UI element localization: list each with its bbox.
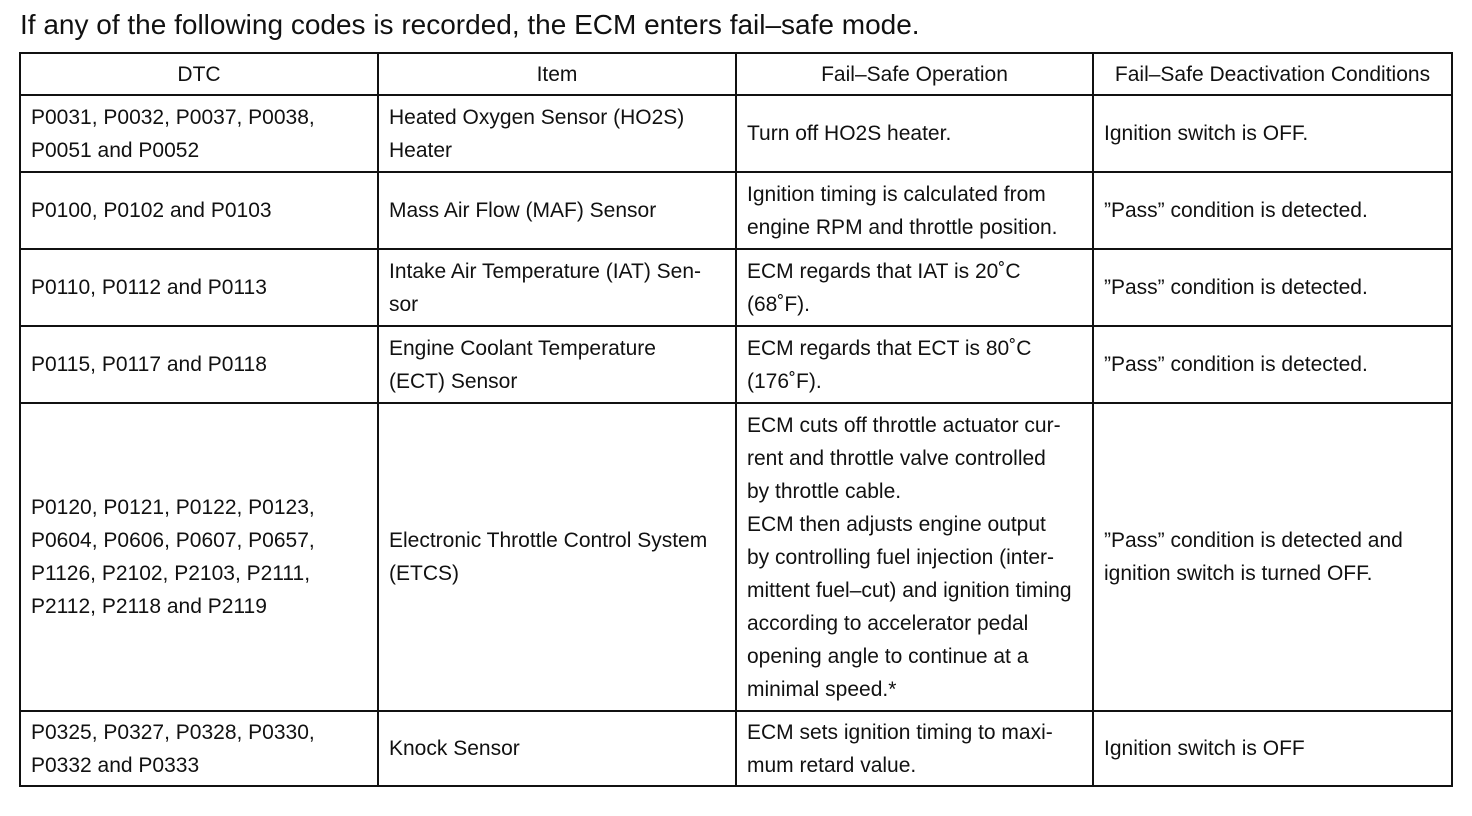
cell-dtc — [20, 711, 378, 786]
cell-fail-safe-operation-line: mum retard value. — [747, 753, 917, 777]
cell-item — [378, 172, 736, 249]
cell-deactivation-conditions — [1093, 326, 1452, 403]
cell-fail-safe-operation — [736, 95, 1093, 172]
cell-item-line: Knock Sensor — [389, 737, 520, 760]
cell-dtc — [20, 326, 378, 403]
cell-fail-safe-operation-line: Ignition timing is calculated from — [747, 182, 1046, 206]
cell-fail-safe-operation-line: according to accelerator pedal — [747, 611, 1029, 635]
cell-item-line: (ECT) Sensor — [389, 369, 518, 393]
cell-dtc-line: P0332 and P0333 — [31, 753, 200, 777]
cell-fail-safe-operation — [736, 711, 1093, 786]
cell-item-line: Heated Oxygen Sensor (HO2S) — [389, 105, 685, 129]
cell-fail-safe-operation-line: opening angle to continue at a — [747, 644, 1029, 668]
table-row — [20, 403, 1452, 711]
cell-deactivation-conditions-line: Ignition switch is OFF — [1104, 737, 1305, 760]
cell-item — [378, 326, 736, 403]
cell-item-line: Intake Air Temperature (IAT) Sen- — [389, 259, 702, 283]
table-body — [20, 95, 1452, 786]
cell-fail-safe-operation-line: ECM regards that ECT is 80˚C — [747, 336, 1032, 360]
header-item: Item — [378, 53, 736, 95]
cell-fail-safe-operation — [736, 172, 1093, 249]
cell-fail-safe-operation — [736, 403, 1093, 711]
cell-dtc-line: P0110, P0112 and P0113 — [31, 276, 267, 299]
cell-item-line: Heater — [389, 138, 453, 162]
table-row — [20, 95, 1452, 172]
cell-dtc-line: P2112, P2118 and P2119 — [31, 595, 267, 618]
cell-deactivation-conditions — [1093, 403, 1452, 711]
cell-deactivation-conditions — [1093, 172, 1452, 249]
cell-fail-safe-operation-line: ECM sets ignition timing to maxi- — [747, 720, 1053, 744]
cell-deactivation-conditions-line: ”Pass” condition is detected. — [1104, 276, 1368, 299]
cell-fail-safe-operation — [736, 326, 1093, 403]
cell-dtc-line: P0604, P0606, P0607, P0657, — [31, 529, 315, 552]
cell-deactivation-conditions-line: ignition switch is turned OFF. — [1104, 562, 1373, 585]
cell-fail-safe-operation-line: mittent fuel–cut) and ignition timing — [747, 578, 1072, 602]
cell-item — [378, 403, 736, 711]
cell-item-line: (ETCS) — [389, 562, 459, 585]
header-dtc: DTC — [20, 53, 378, 95]
cell-dtc-line: P1126, P2102, P2103, P2111, — [31, 562, 311, 585]
cell-fail-safe-operation-line: by controlling fuel injection (inter- — [747, 545, 1054, 569]
cell-fail-safe-operation-line: (68˚F). — [747, 292, 810, 316]
cell-fail-safe-operation-line: ECM regards that IAT is 20˚C — [747, 259, 1021, 283]
cell-dtc-line: P0115, P0117 and P0118 — [31, 353, 267, 376]
table-row — [20, 711, 1452, 786]
cell-deactivation-conditions-line: Ignition switch is OFF. — [1104, 122, 1309, 145]
cell-deactivation-conditions — [1093, 95, 1452, 172]
cell-item-line: Mass Air Flow (MAF) Sensor — [389, 199, 657, 222]
table-row — [20, 249, 1452, 326]
intro-sentence: If any of the following codes is recorded, the ECM enters fail–safe mode. — [20, 9, 920, 40]
cell-dtc — [20, 403, 378, 711]
cell-item — [378, 249, 736, 326]
table-header-row — [20, 53, 1452, 95]
cell-deactivation-conditions-line: ”Pass” condition is detected. — [1104, 353, 1368, 376]
cell-fail-safe-operation-line: by throttle cable. — [747, 479, 902, 503]
cell-fail-safe-operation-line: minimal speed.* — [747, 677, 897, 701]
cell-dtc — [20, 172, 378, 249]
table-row — [20, 326, 1452, 403]
cell-fail-safe-operation-line: ECM cuts off throttle actuator cur- — [747, 413, 1061, 437]
fail-safe-table — [19, 52, 1453, 787]
cell-deactivation-conditions — [1093, 249, 1452, 326]
cell-item-line: sor — [389, 292, 419, 316]
cell-fail-safe-operation-line: ECM then adjusts engine output — [747, 512, 1046, 536]
cell-dtc-line: P0325, P0327, P0328, P0330, — [31, 720, 315, 744]
cell-item — [378, 95, 736, 172]
cell-item-line: Electronic Throttle Control System — [389, 529, 708, 552]
cell-item — [378, 711, 736, 786]
header-deactivation-conditions: Fail–Safe Deactivation Conditions — [1093, 53, 1452, 95]
header-fail-safe-operation: Fail–Safe Operation — [736, 53, 1093, 95]
cell-dtc-line: P0051 and P0052 — [31, 138, 200, 162]
cell-fail-safe-operation-line: engine RPM and throttle position. — [747, 215, 1058, 239]
cell-deactivation-conditions — [1093, 711, 1452, 786]
cell-fail-safe-operation — [736, 249, 1093, 326]
cell-fail-safe-operation-line: Turn off HO2S heater. — [747, 122, 952, 145]
cell-fail-safe-operation-line: rent and throttle valve controlled — [747, 446, 1046, 470]
cell-fail-safe-operation-line: (176˚F). — [747, 369, 822, 393]
cell-dtc-line: P0031, P0032, P0037, P0038, — [31, 105, 315, 129]
cell-dtc — [20, 249, 378, 326]
cell-item-line: Engine Coolant Temperature — [389, 336, 656, 360]
cell-deactivation-conditions-line: ”Pass” condition is detected and — [1104, 529, 1403, 552]
table-row — [20, 172, 1452, 249]
cell-dtc — [20, 95, 378, 172]
cell-dtc-line: P0100, P0102 and P0103 — [31, 199, 272, 222]
cell-dtc-line: P0120, P0121, P0122, P0123, — [31, 496, 315, 519]
cell-deactivation-conditions-line: ”Pass” condition is detected. — [1104, 199, 1368, 222]
